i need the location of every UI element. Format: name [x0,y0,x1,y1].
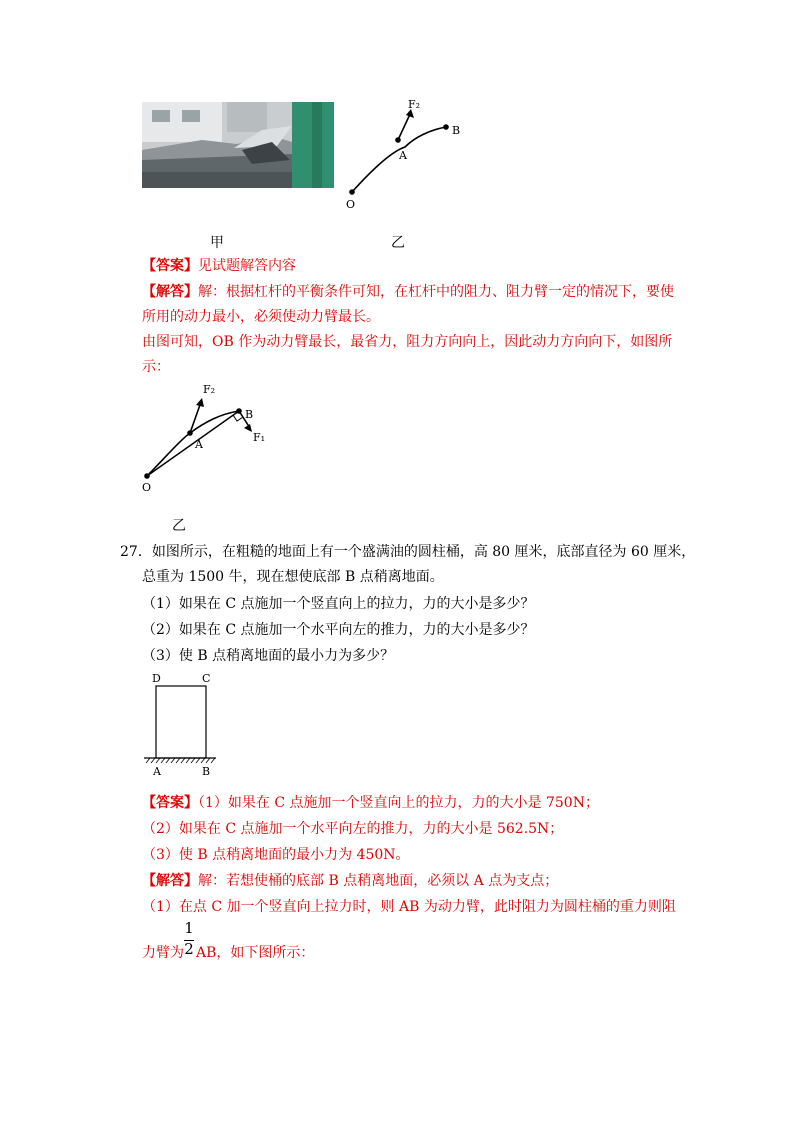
answer27-line-1: 【答案】（1）如果在 C 点施加一个竖直向上的拉力，力的大小是 750N； [142,795,599,811]
solution-tag: 【解答】 [142,873,198,889]
label-f1: F₁ [253,431,266,444]
solution-line-2: 所用的动力最小，必须使动力臂最长。 [142,309,380,325]
answer-line [142,256,296,276]
solution-tag: 【解答】 [142,284,198,300]
label-b: B [202,765,211,778]
solution-line-3: 由图可知，OB 作为动力臂最长，最省力，阻力方向向上，因此动力方向向下，如图所 [142,334,673,350]
force-f2-arrow [398,112,411,140]
answer-text: 见试题解答内容 [198,258,296,274]
label-a: A [399,149,407,162]
barrel-rect [156,686,206,758]
fraction-denominator: 2 [184,940,194,958]
solution27-suffix: AB，如下图所示： [196,945,315,961]
label-a: A [153,765,161,778]
solution27-line-2: （1）在点 C 加一个竖直向上拉力时，则 AB 为动力臂，此时阻力为圆柱桶的重力则阻 [142,899,676,915]
point-o [144,473,150,479]
label-o: O [142,481,152,494]
caption-yi-1: 乙 [391,235,405,251]
solution27-prefix: 力臂为 [142,945,184,961]
point-b [443,124,449,130]
question-27-sub-3: （3）使 B 点稍离地面的最小力为多少？ [142,648,395,664]
label-d: D [152,672,161,685]
question-27-line-1: 27．如图所示，在粗糙的地面上有一个盛满油的圆柱桶，高 80 厘米，底部直径为 60 厘米， [120,544,696,560]
label-b: B [245,408,254,421]
label-o: O [346,198,356,211]
label-f2: F₂ [408,98,421,111]
answer-tag: 【答案】 [142,795,198,811]
solution27-line-1: 【解答】解：若想使桶的底部 B 点稍离地面，必须以 A 点为支点； [142,873,559,889]
answer27-line-3: （3）使 B 点稍离地面的最小力为 450N。 [142,847,410,863]
caption-jia: 甲 [210,235,224,251]
arrowhead-icon [196,398,204,407]
solution-line-1: 【解答】解：根据杠杆的平衡条件可知，在杠杆中的阻力、阻力臂一定的情况下，要使 [142,284,674,300]
question-27-line-2: 总重为 1500 牛，现在想使底部 B 点稍离地面。 [142,569,444,585]
question-27-sub-2: （2）如果在 C 点施加一个水平向左的推力，力的大小是多少？ [142,622,535,638]
question-27-sub-1: （1）如果在 C 点施加一个竖直向上的拉力，力的大小是多少？ [142,596,535,612]
fraction-numerator: 1 [184,919,194,937]
label-c: C [202,672,211,685]
answer-tag: 【答案】 [142,258,198,274]
ground-hatching [146,758,215,763]
label-b: B [452,124,461,137]
point-a [395,137,401,143]
answer27-line-2: （2）如果在 C 点施加一个水平向左的推力，力的大小是 562.5N； [142,821,564,837]
point-o [349,189,355,195]
label-a: A [195,438,203,451]
point-b [236,408,242,414]
lever-diagram-1 [330,92,480,217]
barrel-diagram [140,668,220,778]
lever-diagram-2 [135,378,285,498]
solution-line-4: 示： [142,359,170,375]
lever-arm-ob [147,411,239,476]
car-trunk-photo [142,102,334,188]
label-f2: F₂ [203,383,216,396]
point-a [187,430,193,436]
caption-yi-2: 乙 [172,518,186,534]
